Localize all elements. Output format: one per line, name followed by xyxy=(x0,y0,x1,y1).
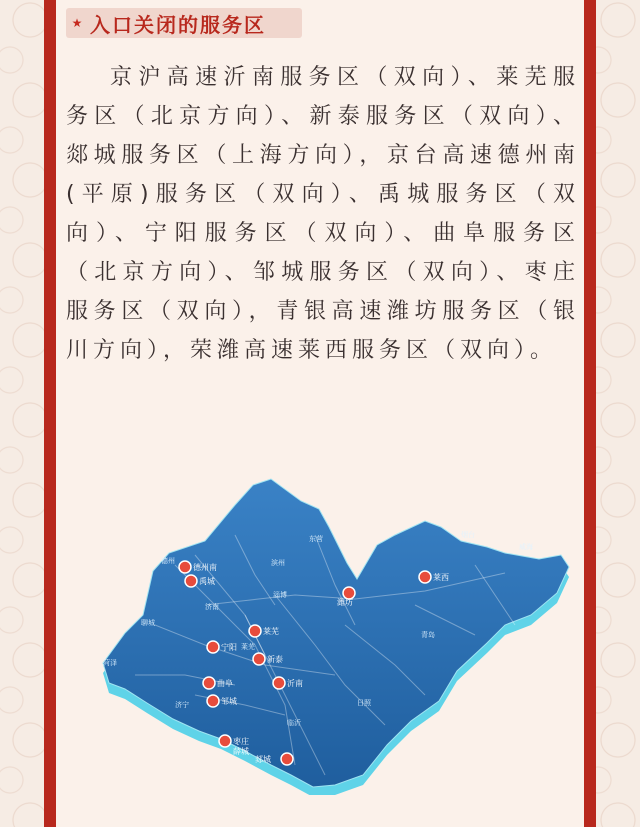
city-label-laiwu: 莱芜 xyxy=(241,644,255,651)
pin-label-laiwu: 莱芜 xyxy=(263,627,279,636)
pin-zoucheng xyxy=(207,695,237,707)
city-label-linyi: 临沂 xyxy=(287,720,301,727)
star-icon: ★ xyxy=(71,16,83,30)
pin-yucheng xyxy=(185,575,215,587)
city-label-liaocheng: 聊城 xyxy=(141,620,155,627)
pin-label-zoucheng: 邹城 xyxy=(221,697,237,706)
pin-label-zaozhuang: 枣庄 xyxy=(233,737,249,746)
pin-laixi xyxy=(419,571,449,583)
pin-label-tancheng: 郯城 xyxy=(255,755,271,764)
pin-laiwu xyxy=(249,625,279,637)
pin-label-xuecheng: 薛城 xyxy=(233,747,249,756)
section-title: 入口关闭的服务区 xyxy=(90,12,266,37)
pin-yinan xyxy=(273,677,303,689)
city-label-rizhao: 日照 xyxy=(357,700,371,707)
shandong-map xyxy=(95,475,575,795)
pin-label-qufu: 曲阜 xyxy=(217,679,233,688)
city-label-binzhou: 滨州 xyxy=(271,560,285,567)
pin-label-dezhounan: 德州南 xyxy=(193,563,217,572)
city-label-jining: 济宁 xyxy=(175,702,189,709)
pin-label-laixi: 莱西 xyxy=(433,573,449,582)
city-label-weihai: 威海 xyxy=(519,544,533,551)
pin-ningyang xyxy=(207,641,237,653)
city-label-zibo: 淄博 xyxy=(273,592,287,599)
pin-label-yucheng: 禹城 xyxy=(199,577,215,586)
pin-dezhounan xyxy=(179,561,217,573)
pin-zaozhuang xyxy=(219,735,249,756)
pin-label-ningyang: 宁阳 xyxy=(221,643,237,652)
pin-label-yinan: 沂南 xyxy=(287,679,303,688)
left-frame-border xyxy=(44,0,56,827)
city-label-qingdao: 青岛 xyxy=(421,632,435,639)
pin-xintai xyxy=(253,653,283,665)
city-label-heze: 菏泽 xyxy=(103,660,117,667)
pin-label-weifang: 潍坊 xyxy=(337,598,353,607)
section-header xyxy=(66,8,302,38)
map-svg xyxy=(95,475,575,795)
city-label-dongying: 东营 xyxy=(309,536,323,543)
pin-qufu xyxy=(203,677,233,689)
pin-label-xintai: 新泰 xyxy=(267,655,283,664)
city-label-yantai: 烟台 xyxy=(461,532,475,539)
city-label-jinan: 济南 xyxy=(205,604,219,611)
closed-service-areas-paragraph: 京沪高速沂南服务区（双向）、莱芜服务区（北京方向）、新泰服务区（双向）、郯城服务区（上海方向），京台高速德州南(平原)服务区（双向）、禹城服务区（双向）、宁阳服务区（双向）、曲阜服务区（北京方向）、邹城服务区（双向）、枣庄服务区（双向），青银高速潍坊服务区（银川方向），荣潍高速莱西服务区（双向）。 xyxy=(66,65,580,363)
right-frame-border xyxy=(584,0,596,827)
city-label-dezhou: 德州 xyxy=(161,558,175,565)
